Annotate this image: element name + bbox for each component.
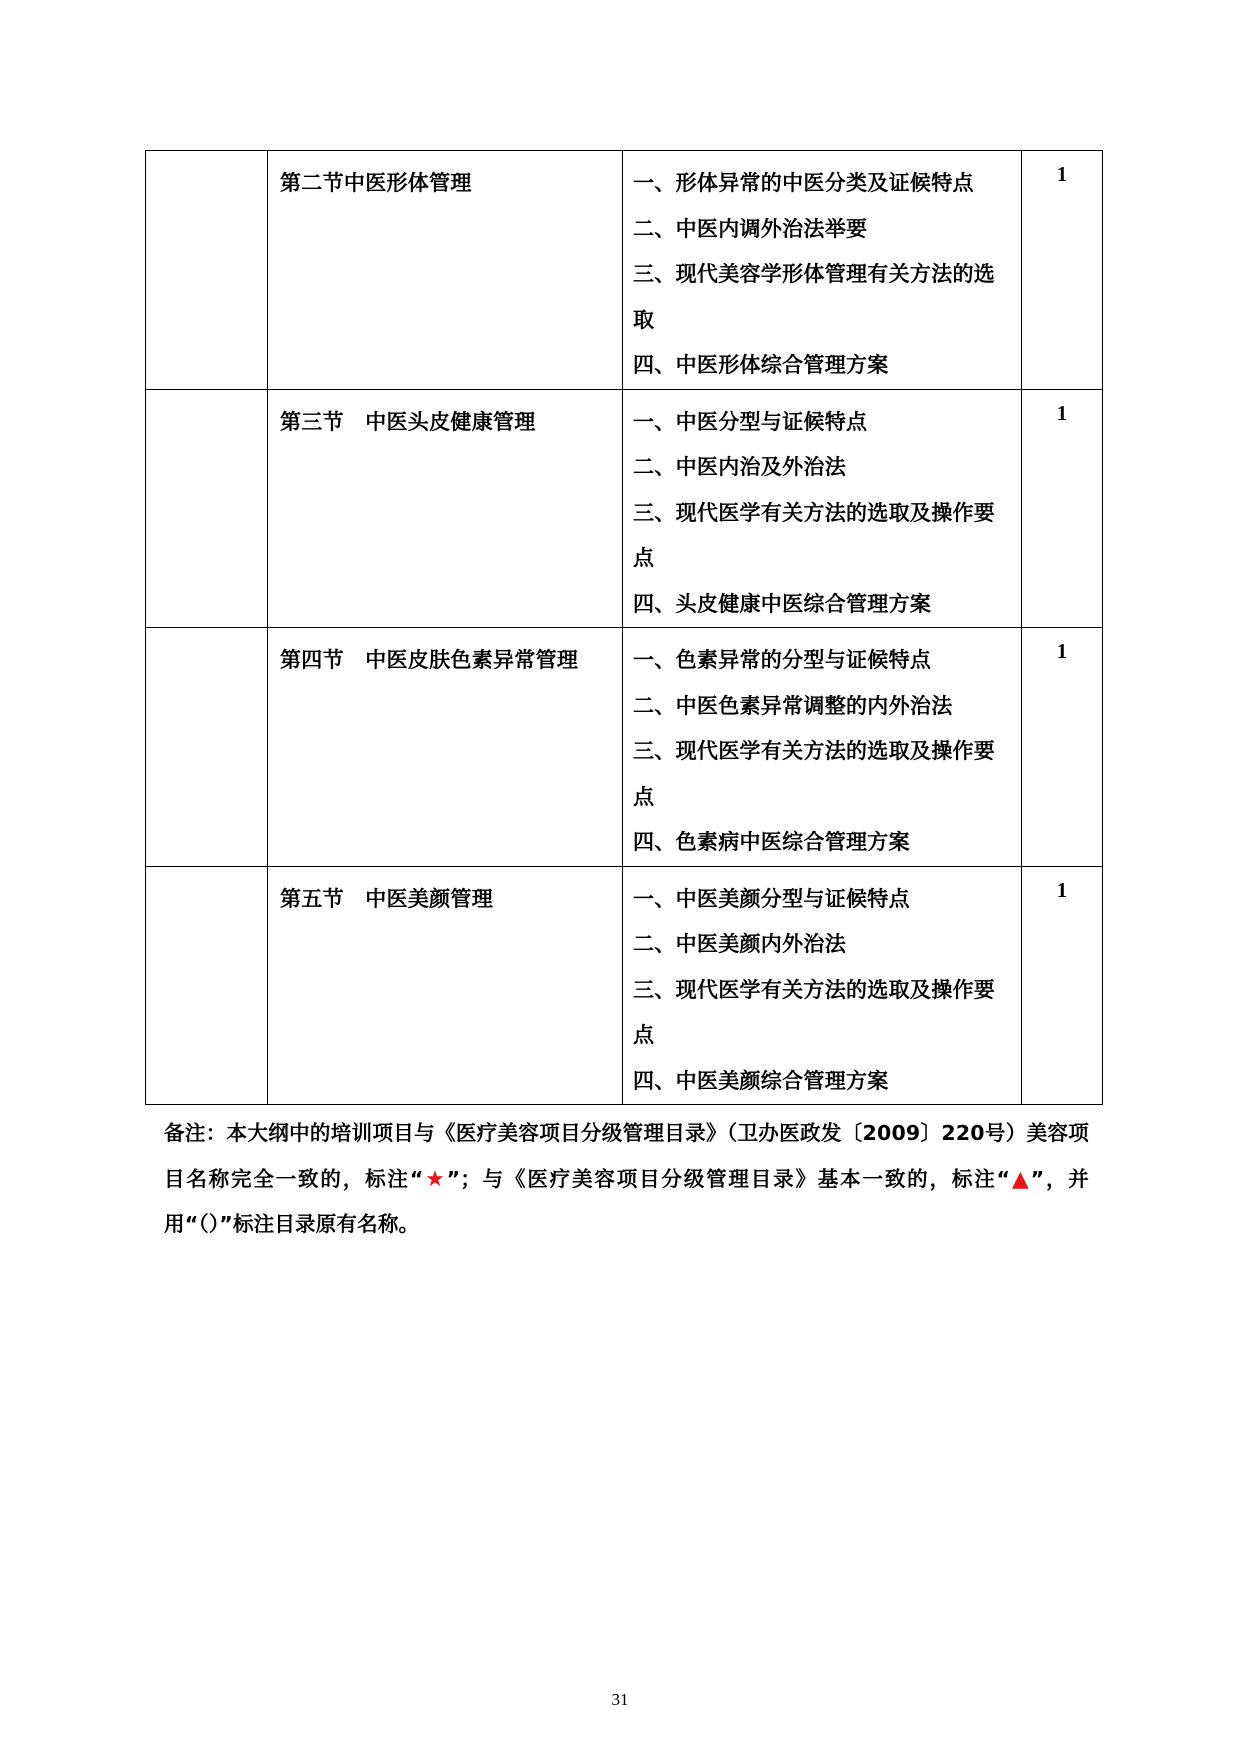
category-cell — [146, 628, 268, 867]
footnote-text: ”，并用“（）”标注目录原有名称。 — [164, 1166, 1089, 1236]
hours-cell — [1022, 151, 1103, 390]
star-marker-icon: ★ — [423, 1166, 447, 1192]
topics-cell — [623, 389, 1022, 628]
table-row — [146, 628, 1103, 867]
table-row — [146, 151, 1103, 390]
topics-cell — [623, 866, 1022, 1105]
topics-cell — [623, 151, 1022, 390]
page-number: 31 — [611, 1690, 629, 1709]
section-cell — [268, 628, 623, 867]
topic-item: 二、中医内调外治法举要 — [633, 216, 868, 241]
section-cell — [268, 389, 623, 628]
category-cell — [146, 866, 268, 1105]
hours-cell — [1022, 866, 1103, 1105]
topic-item: 三、现代医学有关方法的选取及操作要点 — [633, 500, 996, 570]
hours-cell — [1022, 389, 1103, 628]
section-title: 第五节 中医美颜管理 — [280, 886, 493, 911]
topic-item: 一、中医分型与证候特点 — [633, 409, 868, 434]
topic-item: 一、中医美颜分型与证候特点 — [633, 886, 910, 911]
footnote-text: 备注：本大纲中的培训项目与《医疗美容项目分级管理目录》（卫办医政发〔2009〕220号）美容项目名称完全一致的，标注“ — [164, 1121, 1089, 1191]
section-title: 第三节 中医头皮健康管理 — [280, 409, 536, 434]
hours-value: 1 — [1056, 162, 1068, 186]
topic-item: 四、中医美颜综合管理方案 — [633, 1068, 889, 1093]
table-row — [146, 389, 1103, 628]
category-cell — [146, 389, 268, 628]
topic-item: 二、中医色素异常调整的内外治法 — [633, 693, 953, 718]
section-title: 第二节中医形体管理 — [280, 171, 472, 195]
hours-value: 1 — [1056, 400, 1068, 425]
topic-item: 四、头皮健康中医综合管理方案 — [633, 591, 932, 616]
topic-item: 一、形体异常的中医分类及证候特点 — [633, 171, 974, 195]
topic-item: 一、色素异常的分型与证候特点 — [633, 648, 932, 672]
section-cell — [268, 151, 623, 390]
topic-item: 四、色素病中医综合管理方案 — [633, 830, 910, 854]
section-cell — [268, 866, 623, 1105]
topic-item: 三、现代医学有关方法的选取及操作要点 — [633, 977, 996, 1047]
hours-value: 1 — [1056, 877, 1068, 902]
hours-cell — [1022, 628, 1103, 867]
topic-item: 三、现代医学有关方法的选取及操作要点 — [633, 739, 996, 809]
triangle-marker-icon: ▲ — [1010, 1166, 1031, 1192]
topic-item: 三、现代美容学形体管理有关方法的选取 — [633, 262, 996, 332]
table-row — [146, 866, 1103, 1105]
topics-cell — [623, 628, 1022, 867]
category-cell — [146, 151, 268, 390]
section-title: 第四节 中医皮肤色素异常管理 — [280, 648, 579, 672]
topic-item: 二、中医美颜内外治法 — [633, 932, 846, 956]
curriculum-table — [145, 150, 1103, 1105]
footnote-text: ”；与《医疗美容项目分级管理目录》基本一致的，标注“ — [446, 1166, 1011, 1191]
footnote — [164, 1111, 1089, 1248]
hours-value: 1 — [1056, 639, 1068, 663]
topic-item: 二、中医内治及外治法 — [633, 455, 846, 479]
topic-item: 四、中医形体综合管理方案 — [633, 353, 889, 377]
